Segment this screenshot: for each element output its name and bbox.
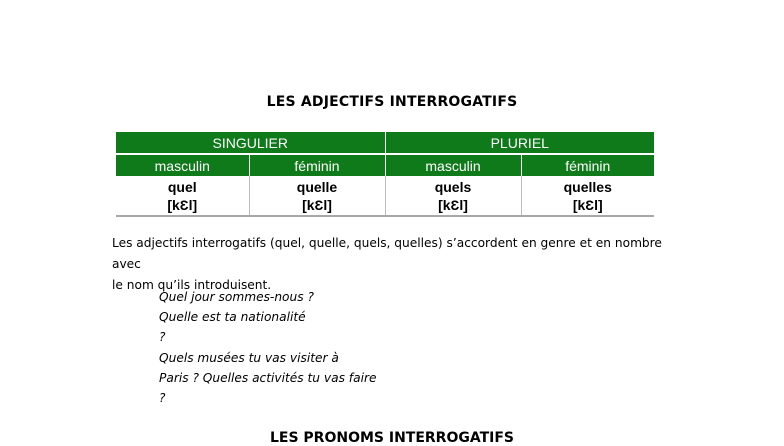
cell-word: quels xyxy=(434,179,472,195)
table-cell-quelles xyxy=(521,176,654,216)
cell-word: quel xyxy=(167,179,197,195)
example-line: Quel jour sommes-nous ? xyxy=(159,290,314,304)
table-row xyxy=(116,176,654,216)
example-line: Quelle est ta nationalité xyxy=(159,310,306,325)
paragraph-line: le nom qu’ils introduisent. xyxy=(112,278,272,292)
subheader-singulier-feminin: féminin xyxy=(249,154,385,176)
example-sentences xyxy=(159,287,419,408)
cell-phonetic: [kƐl] xyxy=(572,197,603,213)
subheader-pluriel-masculin: masculin xyxy=(385,154,521,176)
cell-phonetic: [kƐl] xyxy=(302,197,332,213)
example-line: Paris ? Quelles activités tu vas faire xyxy=(159,370,377,385)
cell-word: quelle xyxy=(296,179,338,195)
table-cell-quelle xyxy=(249,176,385,216)
table-cell-quel xyxy=(116,176,249,216)
subheader-singulier-masculin: masculin xyxy=(116,154,249,176)
example-line: ? xyxy=(159,330,166,345)
example-line: Quels musées tu vas visiter à xyxy=(159,350,339,365)
header-singulier: SINGULIER xyxy=(116,132,385,154)
subheader-pluriel-feminin: féminin xyxy=(521,154,654,176)
table-cell-quels xyxy=(385,176,521,216)
header-pluriel: PLURIEL xyxy=(385,132,654,154)
next-section-title: LES PRONOMS INTERROGATIFS xyxy=(269,430,515,446)
example-line: ? xyxy=(159,391,166,406)
paragraph-line: Les adjectifs interrogatifs (quel, quelle, quels, quelles) s’accordent en genre et en nombre avec xyxy=(112,236,662,271)
cell-word: quelles xyxy=(563,179,612,195)
cell-phonetic: [kƐl] xyxy=(438,197,468,213)
document-title: LES ADJECTIFS INTERROGATIFS xyxy=(266,94,518,110)
cell-phonetic: [kƐl] xyxy=(167,197,198,213)
interrogative-adjectives-table xyxy=(116,132,654,217)
